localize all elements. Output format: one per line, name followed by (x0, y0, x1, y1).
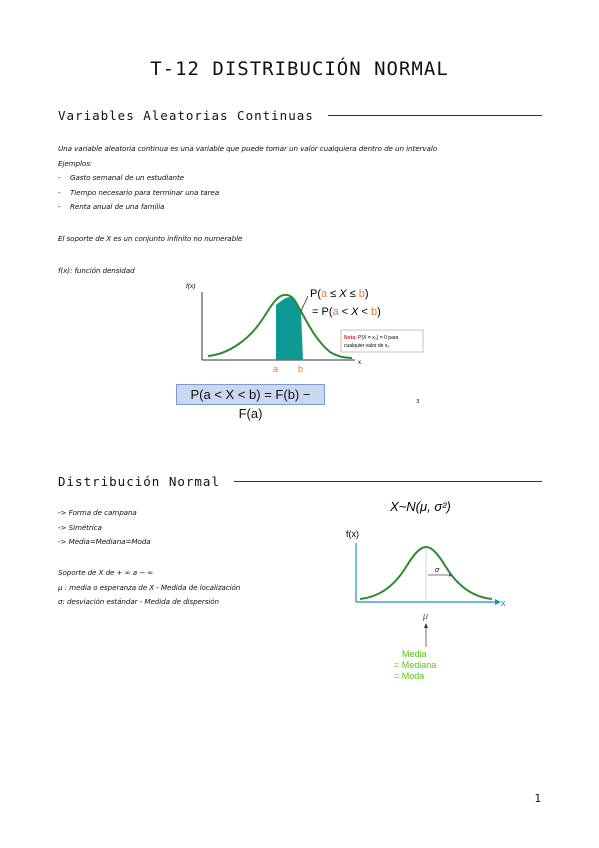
section-heading-text: Distribución Normal (58, 474, 220, 489)
a-label: a (273, 364, 279, 374)
cdf-formula: P(a < X < b) = F(b) − F(a) (176, 384, 325, 405)
median-label: = Mediana (394, 660, 437, 670)
figure1-xlabel: x (358, 360, 361, 366)
section1-body (58, 142, 437, 215)
support-text: El soporte de X es un conjunto infinito no numerable (58, 234, 243, 243)
note-line-2: cualquier valor de x₀ (344, 343, 390, 349)
note-line-1: Nota: P(X = x₀) = 0 para (344, 335, 399, 341)
mode-label: = Moda (394, 671, 425, 681)
example-item: - Renta anual de una familia (58, 200, 437, 215)
page-title: T-12 DISTRIBUCIÓN NORMAL (150, 58, 449, 80)
normal-notation: X~N(μ, σ²) (390, 499, 451, 514)
section-heading-variables (58, 108, 542, 123)
density-text: f(x): función densidad (58, 266, 135, 275)
mu-label: μ (423, 611, 428, 621)
prob-line-2: = P(a < X < b) (312, 306, 381, 318)
bullet-item: -> Media=Mediana=Moda (58, 537, 151, 547)
mu-pointer-head (424, 623, 428, 628)
figure2-xlabel: x (501, 598, 506, 608)
definition-text: Una variable aleatoria continua es una variable que puede tomar un valor cualquiera dentro de un intervalo (58, 144, 438, 153)
prob-line-1: P(a ≤ X ≤ b) (310, 288, 369, 300)
b-label: b (298, 364, 304, 374)
mu-text: μ : media o esperanza de X - Medida de localización (58, 582, 241, 592)
example-item: - Tiempo necesario para terminar una tarea (58, 186, 437, 201)
section-heading-normal (58, 474, 542, 489)
figure2-ylabel: f(x) (346, 529, 359, 539)
section2-bullets (58, 506, 151, 550)
page-number: 1 (534, 792, 541, 805)
section-rule (234, 481, 542, 482)
density-figure (180, 278, 430, 378)
section2-details (58, 566, 240, 610)
normal-figure (340, 495, 530, 695)
normal-support-text: Soporte de X de + ∞ a − ∞ (58, 568, 154, 577)
pointer-line (301, 296, 308, 311)
sigma-text: σ: desviación estándar - Medida de dispersión (58, 597, 220, 607)
section-heading-text: Variables Aleatorias Continuas (58, 108, 314, 123)
slide-number: 3 (416, 399, 420, 405)
example-item: - Gasto semanal de un estudiante (58, 171, 437, 186)
examples-label: Ejemplos: (58, 158, 93, 168)
mean-label: Media (402, 649, 427, 659)
figure1-ylabel: f(x) (186, 283, 196, 290)
section-rule (328, 115, 542, 116)
bullet-item: -> Simétrica (58, 522, 102, 532)
sigma-label: σ (435, 567, 440, 574)
bullet-item: -> Forma de campana (58, 508, 137, 517)
